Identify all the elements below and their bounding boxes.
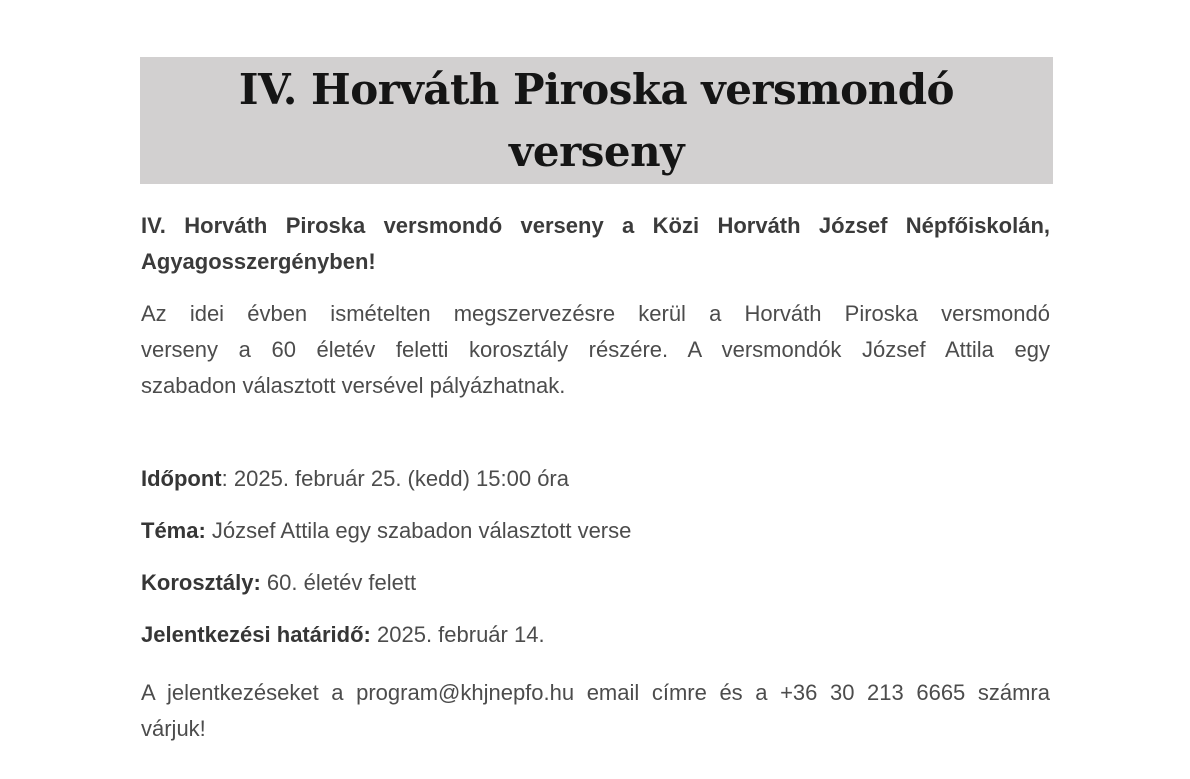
text-line: várjuk! [141, 716, 206, 741]
detail-label: Időpont [141, 466, 222, 491]
text-line: IV. Horváth Piroska versmondó [238, 64, 955, 114]
text-line: Az idei évben ismételten megszervezésre kerül a Horváth Piroska versmondó [141, 301, 1050, 326]
contact-paragraph [141, 675, 1050, 747]
text-line: szabadon választott versével pályázhatnak. [141, 373, 566, 398]
text-line: Agyagosszergényben! [141, 249, 376, 274]
intro-paragraph [141, 208, 1050, 280]
detail-value: 2025. február 14. [377, 622, 545, 647]
detail-label: Téma: [141, 518, 206, 543]
detail-value: 60. életév felett [266, 570, 417, 595]
text-line: verseny a 60 életév feletti korosztály részére. A versmondók József Attila egy [141, 337, 1050, 362]
event-details [141, 467, 1050, 647]
detail-value: József Attila egy szabadon választott verse [211, 518, 632, 543]
competition-title [140, 59, 1053, 183]
detail-value: 2025. február 25. (kedd) 15:00 óra [233, 466, 569, 491]
flyer-content [141, 184, 1050, 763]
detail-row-hatarido [141, 623, 1050, 647]
detail-row-idopont [141, 467, 1050, 491]
detail-row-tema [141, 519, 1050, 543]
title-banner [140, 57, 1053, 184]
detail-label: Korosztály: [141, 570, 261, 595]
description-paragraph [141, 296, 1050, 404]
detail-row-korosztaly [141, 571, 1050, 595]
text-line: verseny [508, 126, 685, 176]
text-line: IV. Horváth Piroska versmondó verseny a Közi Horváth József Népfőiskolán, [141, 213, 1050, 238]
text-line: A jelentkezéseket a program@khjnepfo.hu email címre és a +36 30 213 6665 számra [141, 680, 1050, 705]
detail-label: Jelentkezési határidő: [141, 622, 371, 647]
detail-separator: : [221, 466, 234, 491]
